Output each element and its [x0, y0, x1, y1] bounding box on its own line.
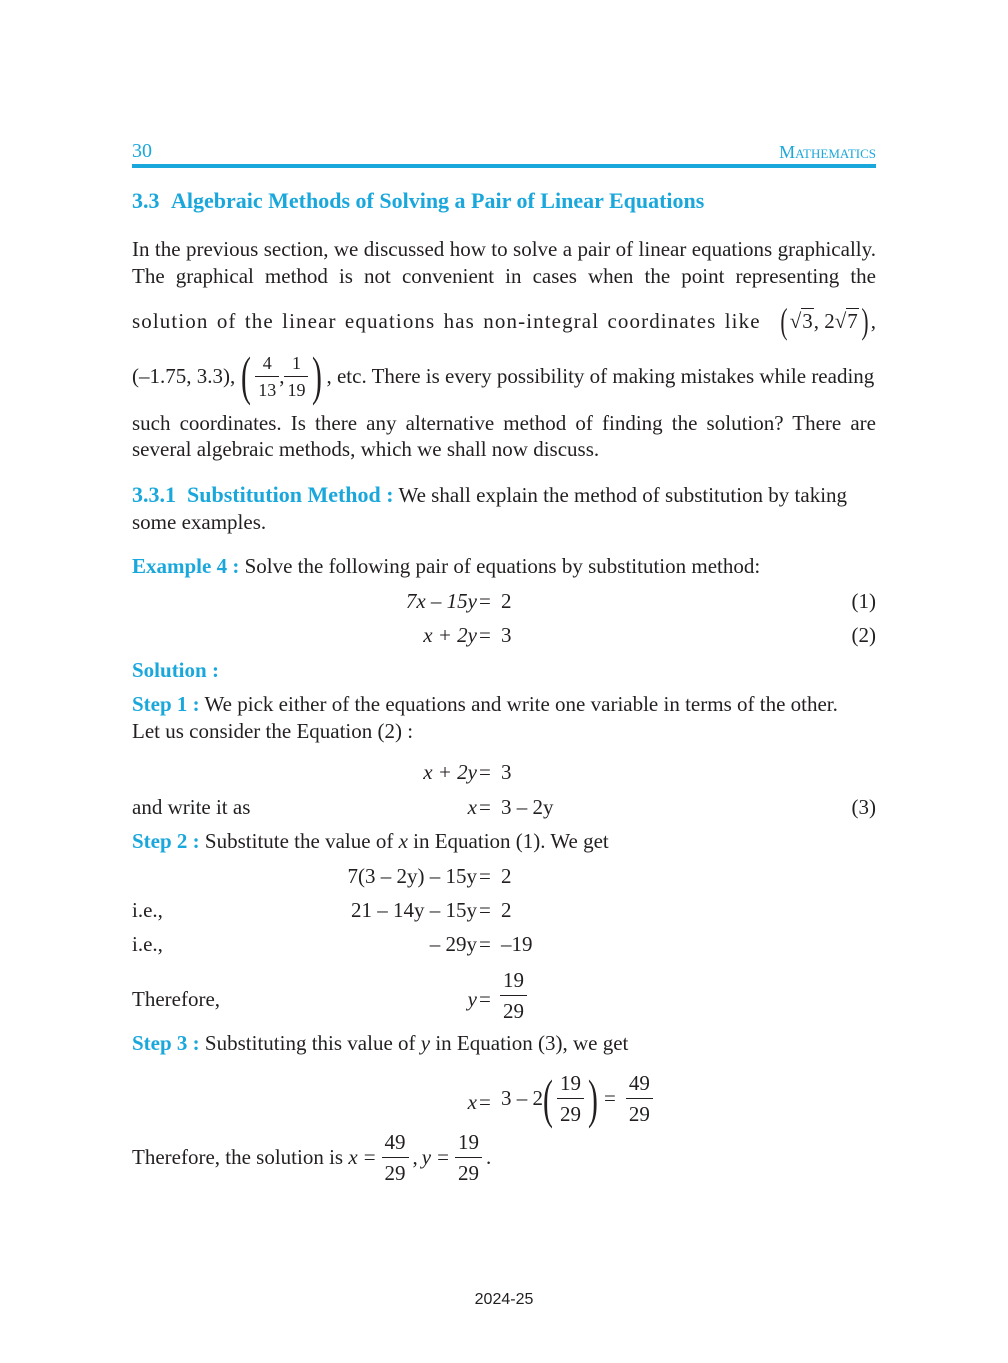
final-solution: Therefore, the solution is x = $\frac{49}{29}$ , y = $\frac{19}{29}$ . [132, 1130, 492, 1185]
running-header-subject: Mathematics [779, 142, 876, 162]
s1b-rhs: 3 – 2y [501, 795, 554, 819]
coordinate-fraction: ( $\frac{4}{13}$ , $\frac{1}{19}$ ) [241, 346, 323, 406]
eq1-number: (1) [851, 589, 876, 613]
therefore-label: Therefore, [132, 987, 221, 1011]
eq2-equals: = [479, 623, 491, 647]
eq1-rhs: 2 [501, 589, 512, 613]
s2a-rhs: 2 [501, 864, 512, 888]
s2b-rhs: 2 [501, 898, 512, 922]
s1b-equals: = [479, 795, 491, 819]
step-1-label: Step 1 : [132, 692, 200, 716]
coordinate-sqrt: ( √3 , 2 √7 ) , [780, 301, 876, 341]
subsection-line-1 [132, 481, 847, 509]
step-1-line-2: Let us consider the Equation (2) : [132, 719, 414, 743]
s2a-lhs: 7(3 – 2y) – 15y [347, 864, 477, 888]
s1-lhs: x + 2y [423, 760, 477, 784]
s2d-equals: = [479, 987, 491, 1011]
eq1-equals: = [479, 589, 491, 613]
s1-equals: = [479, 760, 491, 784]
eq2-rhs: 3 [501, 623, 512, 647]
eq2-lhs: x + 2y [423, 623, 477, 647]
s2c-rhs: –19 [501, 932, 533, 956]
s2b-equals: = [479, 898, 491, 922]
intro-line-6: several algebraic methods, which we shall now discuss. [132, 437, 600, 461]
step-3-label: Step 3 : [132, 1031, 200, 1055]
subsection-heading: 3.3.1 Substitution Method : [132, 482, 394, 507]
header-rule [132, 164, 876, 168]
intro-line-4 [132, 348, 876, 404]
example-text: Solve the following pair of equations by substitution method: [239, 554, 761, 578]
s1b-lhs: x [467, 795, 477, 819]
s3-rhs: 3 – 2 ( $\frac{19}{29}$ ) = $\frac{49}{29}$ [501, 1070, 653, 1127]
s1-rhs: 3 [501, 760, 512, 784]
s2b-lhs: 21 – 14y – 15y [351, 898, 477, 922]
intro-line-2: The graphical method is not convenient in cases when the point representing the [132, 264, 876, 288]
eq2-number: (2) [851, 623, 876, 647]
step-2-line: Step 2 : Substitute the value of x in Equation (1). We get [132, 829, 609, 853]
page-number: 30 [132, 140, 152, 162]
intro-line-3 [132, 303, 876, 339]
subsection-line-2: some examples. [132, 510, 267, 534]
eq1-lhs: 7x – 15y [405, 589, 477, 613]
s1b-number: (3) [851, 795, 876, 819]
s2a-equals: = [479, 864, 491, 888]
s2c-lhs: – 29y [429, 932, 477, 956]
step-1-line-1: Step 1 : We pick either of the equations and write one variable in terms of the other. [132, 692, 838, 716]
intro-line-4-rest: , etc. There is every possibility of making mistakes while reading [326, 363, 875, 388]
footer-year: 2024-25 [474, 1291, 534, 1308]
example-label: Example 4 : [132, 554, 240, 578]
section-number: 3.3 [132, 188, 160, 213]
s2c-equals: = [479, 932, 491, 956]
solution-label: Solution : [132, 658, 219, 682]
intro-line-5: such coordinates. Is there any alternative method of finding the solution? There are [132, 411, 876, 435]
intro-line-3-text: solution of the linear equations has non-integral coordinates like [132, 308, 761, 333]
s3-lhs: x [467, 1090, 477, 1114]
ie-label-2: i.e., [132, 932, 163, 956]
s3-equals: = [479, 1090, 491, 1114]
subsection-text: We shall explain the method of substitution by taking [393, 483, 848, 507]
write-as-label: and write it as [132, 795, 251, 819]
coordinate-decimal: (–1.75, 3.3), [132, 363, 236, 388]
step-2-label: Step 2 : [132, 829, 200, 853]
s2d-lhs: y [467, 987, 477, 1011]
example-4 [132, 553, 760, 580]
step-3-line: Step 3 : Substituting this value of y in Equation (3), we get [132, 1031, 629, 1055]
section-heading [132, 188, 704, 214]
s2d-fraction: $\frac{19}{29}$ [500, 967, 527, 1024]
ie-label-1: i.e., [132, 898, 163, 922]
section-title: Algebraic Methods of Solving a Pair of Linear Equations [171, 188, 705, 213]
intro-line-1: In the previous section, we discussed how to solve a pair of linear equations graphically. [132, 237, 876, 261]
